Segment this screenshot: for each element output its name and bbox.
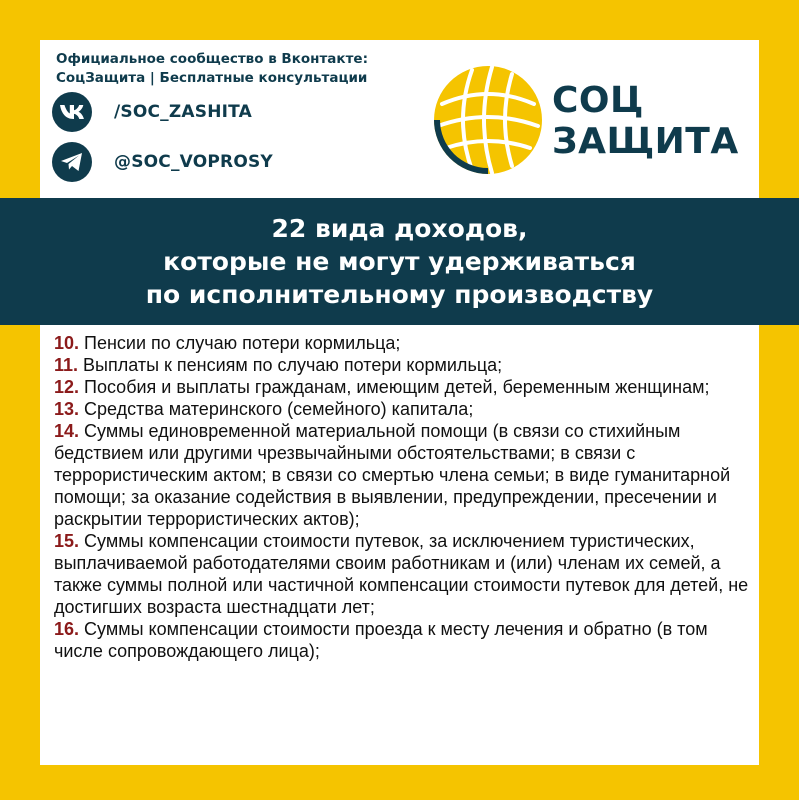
item-number: 15. bbox=[54, 531, 80, 551]
item-number: 12. bbox=[54, 377, 80, 397]
item-text: Выплаты к пенсиям по случаю потери кормильца; bbox=[78, 355, 503, 375]
community-caption: Официальное сообщество в Вконтакте: СоцЗащита | Бесплатные консультации bbox=[56, 51, 368, 86]
title-line-2: которые не могут удерживаться bbox=[163, 247, 636, 276]
vk-handle[interactable]: /SOC_ZASHITA bbox=[114, 102, 252, 122]
item-text: Суммы компенсации стоимости путевок, за исключением туристических, выплачиваемой работодателями своим работникам и (или) членам их семей, а также суммы полной или частичной компенсации стоимости путевок для детей, не достигших возраста шестнадцати лет; bbox=[54, 531, 749, 617]
income-list bbox=[54, 332, 754, 662]
header-card bbox=[40, 40, 759, 198]
item-text: Пенсии по случаю потери кормильца; bbox=[79, 333, 401, 353]
item-number: 14. bbox=[54, 421, 80, 441]
list-item bbox=[54, 376, 754, 398]
vk-link[interactable] bbox=[52, 92, 252, 132]
income-list-card bbox=[40, 325, 759, 765]
telegram-link[interactable] bbox=[52, 142, 273, 182]
list-item bbox=[54, 420, 754, 530]
title-line-3: по исполнительному производству bbox=[145, 280, 654, 309]
item-text: Суммы единовременной материальной помощи (в связи со стихийным бедствием или другими чрезвычайными обстоятельствами; в связи с террористическим актом; в связи со смертью члена семьи; в виде гуманитарной помощи; за оказание содействия в выявлении, предупреждении, пресечении и раскрытии террористических актов); bbox=[54, 421, 731, 529]
item-number: 10. bbox=[54, 333, 80, 353]
item-text: Пособия и выплаты гражданам, имеющим детей, беременным женщинам; bbox=[79, 377, 710, 397]
logo-text bbox=[552, 80, 739, 162]
item-number: 11. bbox=[54, 355, 79, 375]
telegram-icon bbox=[52, 142, 92, 182]
vk-icon bbox=[52, 92, 92, 132]
list-item bbox=[54, 618, 754, 662]
item-number: 16. bbox=[54, 619, 80, 639]
globe-icon bbox=[432, 64, 544, 176]
logo-line-2: ЗАЩИТА bbox=[552, 121, 739, 162]
item-text: Средства материнского (семейного) капитала; bbox=[79, 399, 474, 419]
item-text: Суммы компенсации стоимости проезда к месту лечения и обратно (в том числе сопровождающего лица); bbox=[54, 619, 708, 661]
list-item bbox=[54, 354, 754, 376]
list-item bbox=[54, 332, 754, 354]
logo-line-1: СОЦ bbox=[552, 80, 644, 121]
list-item bbox=[54, 398, 754, 420]
title-band bbox=[0, 198, 799, 325]
telegram-handle[interactable]: @SOC_VOPROSY bbox=[114, 152, 273, 172]
list-item bbox=[54, 530, 754, 618]
title-line-1: 22 вида доходов, bbox=[271, 214, 528, 243]
item-number: 13. bbox=[54, 399, 80, 419]
